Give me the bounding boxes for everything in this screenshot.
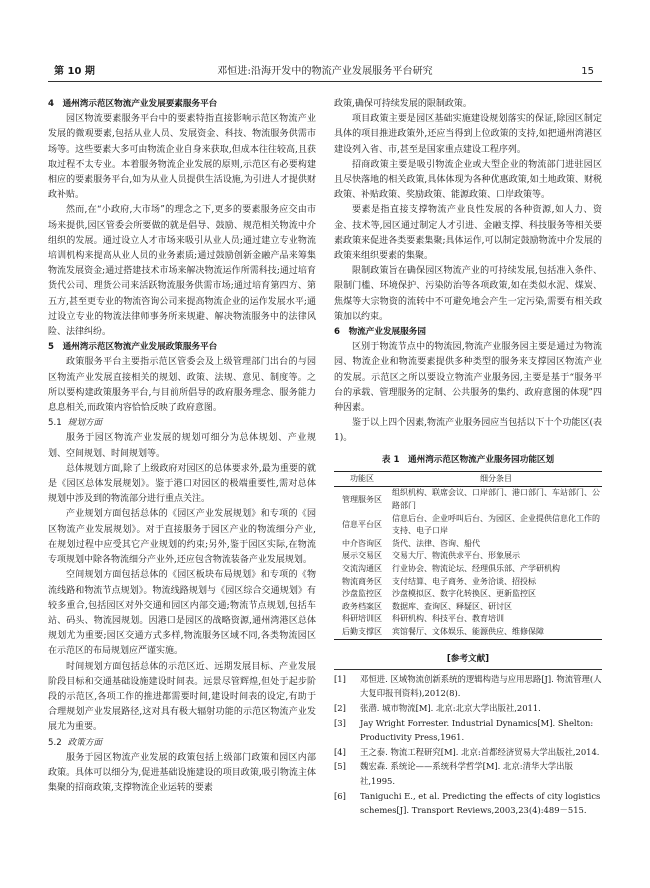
table-row <box>334 626 602 639</box>
table-cell-zone: 政务档案区 <box>342 601 382 611</box>
reference-number: [2] <box>334 702 346 713</box>
table-cell-zone: 信息平台区 <box>342 519 382 529</box>
reference-item <box>334 672 602 701</box>
reference-text: Taniguchi E., et al. Predicting the effects of city logistics schemes[J]. Transport Reviews,2003,23(4):489－515. <box>360 790 601 816</box>
reference-item <box>334 759 602 788</box>
paragraph: 服务于园区物流产业发展的政策包括上级部门政策和园区内部政策。具体可以细分为,促进基础设施建设的项目政策,吸引物流主体集聚的招商政策,支撑物流企业运转的要素 <box>48 752 316 794</box>
reference-number: [1] <box>334 673 346 684</box>
paragraph: 要素是指直接支撑物流产业良性发展的各种资源,如人力、资金、技术等,园区通过制定人才引进、金融支撑、科技服务等相关要素政策来促进各类要素集聚;具体运作,可以制定鼓励物流中介发展的政策来组织要素的集聚。 <box>334 205 602 262</box>
reference-item <box>334 701 602 716</box>
paragraph: 服务于园区物流产业发展的规划可细分为总体规划、产业规划、空间规划、时间规划等。 <box>48 433 316 459</box>
references-title: [参考文献] <box>446 653 490 664</box>
reference-text: 魏宏森. 系统论——系统科学哲学[M]. 北京:清华大学出版社,1995. <box>360 761 573 786</box>
section-heading: 6 物流产业发展服务园 <box>334 327 426 338</box>
reference-text: Jay Wright Forrester. Industrial Dynamics[M]. Shelton: Productivity Press,1961. <box>360 717 594 743</box>
table-row <box>334 487 602 513</box>
page-number: 15 <box>581 66 594 77</box>
table-header-row <box>334 471 602 487</box>
function-zone-table <box>334 471 602 640</box>
reference-number: [6] <box>334 790 346 801</box>
right-column-body <box>334 97 602 447</box>
table-row <box>334 563 602 576</box>
table-cell-items: 组织机构、联席会议、口岸部门、港口部门、车站部门、公路部门 <box>392 488 600 511</box>
table-row <box>334 576 602 589</box>
subsection-number: 5.2 <box>48 737 62 748</box>
table-cell-zone: 科研培训区 <box>342 614 382 624</box>
table-cell-zone: 物流商务区 <box>342 576 382 586</box>
paragraph: 空间规划方面包括总体的《园区板块布局规划》和专项的《物流线路和物流节点规划》。物流线路规划与《园区综合交通规划》有较多重合,包括园区对外交通和园区内部交通;物流节点规划,包括车站、码头、物流园规划。因港口是园区的战略资源,通州湾港区总体规划尤为重要;园区交通方式多样,物流服务区域不同,各类物流园区在示范区的布局规划应严谨实施。 <box>48 570 316 657</box>
section-heading: 4 通州湾示范区物流产业发展要素服务平台 <box>48 99 218 109</box>
running-title: 邓恒进:沿海开发中的物流产业发展服务平台研究 <box>217 66 433 77</box>
table-cell-zone: 展示交易区 <box>342 551 382 561</box>
reference-item <box>334 745 602 760</box>
table-cell-zone: 后勤支撑区 <box>334 626 390 639</box>
paragraph: 然而,在“小政府,大市场”的理念之下,更多的要素服务应交由市场来提供,园区管委会所要做的就是倡导、鼓励、规范相关物流中介组织的发展。通过设立人才市场来吸引从业人员;通过建立专业物流培训机构来提高从业人员的业务素质;通过鼓励创新金融产品来筹集物流发展资金;通过搭建技术市场来解决物流运作所需科技;通过培育货代公司、理货公司来活跃物流服务供需市场;通过培育第四方、第五方,甚至更专业的物流咨询公司来提高物流企业的运作发展水平;通过设立专业的物流法律师事务所来规避、解决物流服务中的法律风险、法律纠纷。 <box>48 205 316 338</box>
paragraph: 园区物流要素服务平台中的要素特指直接影响示范区物流产业发展的微观要素,包括从业人员、发展资金、科技、物流服务供需市场等。这些要素大多可由物流企业自身来获取,但成本往往较高,且获取过程不太专业。本着服务物流企业发展的原则,示范区有必要构建相应的要素服务平台,如为从业人员提供生活设施,为引进人才提供财政补贴。 <box>48 114 316 201</box>
paragraph: 政策,确保可持续发展的限制政策。 <box>334 99 472 109</box>
reference-item <box>334 789 602 818</box>
reference-text: 邓恒进. 区域物流创新系统的逻辑构造与应用思路[J]. 物流管理(人大复印报刊资料),2012(8). <box>360 673 602 699</box>
table-header-zone: 功能区 <box>334 471 390 487</box>
table-row <box>334 538 602 551</box>
paragraph: 政策服务平台主要指示范区管委会及上级管理部门出台的与园区物流产业发展直接相关的规划、政策、法规、意见、制度等。之所以要构建政策服务平台,与目前所倡导的政府服务理念、服务能力息息相关,而政策内容恰恰反映了政府意图。 <box>48 357 316 414</box>
section-heading: 5 通州湾示范区物流产业发展政策服务平台 <box>48 342 218 353</box>
running-header <box>48 63 602 82</box>
paragraph: 产业规划方面包括总体的《园区产业发展规划》和专项的《园区物流产业发展规划》。对于直接服务于园区产业的物流细分产业,在规划过程中应受其它产业规划的约束;另外,鉴于园区实际,在物流专项规划中除各物流细分产业外,还应包含物流装备产业发展规划。 <box>48 509 316 566</box>
table-row <box>334 513 602 538</box>
references-divider <box>334 669 602 670</box>
paragraph: 时间规划方面包括总体的示范区近、远期发展目标、产业发展阶段目标和交通基础设施建设时间表。远景尽管辉煌,但处于起步阶段的示范区,各项工作的推进都需要时间,建设时间表的设定,有助于合理规划产业发展路径,这对具有极大辐射功能的示范区物流产业发展尤为重要。 <box>48 661 316 733</box>
subsection-number: 5.1 <box>48 418 62 429</box>
paragraph: 总体规划方面,除了上级政府对园区的总体要求外,最为重要的就是《园区总体发展规划》。鉴于港口对园区的极端重要性,需对总体规划中涉及到的物流部分进行重点关注。 <box>48 463 316 505</box>
reference-number: [4] <box>334 746 346 757</box>
issue-number: 第 10 期 <box>54 66 95 77</box>
subsection-title: 规划方面 <box>67 418 103 429</box>
table-cell-items: 数据库、查询区、释疑区、研讨区 <box>392 601 512 611</box>
table-body <box>334 487 602 639</box>
table-row <box>334 613 602 626</box>
table-cell-items: 货代、法律、咨询、船代 <box>392 538 480 548</box>
reference-text: 张潜. 城市物流[M]. 北京:北京大学出版社,2011. <box>360 702 541 713</box>
subsection-heading <box>48 416 316 431</box>
paragraph: 鉴于以上四个因素,物流产业服务园应当包括以下十个功能区(表1)。 <box>334 418 602 444</box>
right-column <box>334 97 602 818</box>
table-header-items: 细分条目 <box>390 471 602 487</box>
table-row <box>334 601 602 614</box>
reference-number: [3] <box>334 717 346 728</box>
table-cell-zone: 管理服务区 <box>342 494 382 504</box>
table-cell-zone: 交流沟通区 <box>342 564 382 574</box>
table-cell-items: 信息后台、企业呼叫后台、为园区、企业提供信息化工作的支持、电子口岸 <box>392 513 600 536</box>
table-row <box>334 550 602 563</box>
paragraph: 项目政策主要是园区基础实施建设规划落实的保证,除园区制定具体的项目推进政策外,还应当得到上位政策的支持,如把通州湾港区建设列入省、市,甚至是国家重点建设工程序列。 <box>334 114 602 155</box>
table-row <box>334 588 602 601</box>
left-column <box>48 97 316 796</box>
reference-text: 王之泰. 物流工程研究[M]. 北京:首都经济贸易大学出版社,2014. <box>360 746 600 757</box>
paragraph: 限制政策旨在确保园区物流产业的可持续发展,包括准入条件、限制门槛、环境保护、污染防治等各项政策,如在类似水泥、煤炭、焦煤等大宗物资的流转中不可避免地会产生一定污染,需要有相关政策加以约束。 <box>334 266 602 322</box>
paragraph: 区别于物流节点中的物流园,物流产业服务园主要是通过为物流园、物流企业和物流要素提供多种类型的服务来支撑园区物流产业的发展。示范区之所以要设立物流产业服务园,主要是基于“服务平台的承载、管理服务的定制、公共服务的集约、政府意图的体现”四种因素。 <box>334 342 602 414</box>
subsection-title: 政策方面 <box>67 737 103 748</box>
table-cell-items: 沙盘模拟区、数字化转换区、更新监控区 <box>392 589 536 599</box>
paragraph: 招商政策主要是吸引物流企业或大型企业的物流部门进驻园区且尽快落地的相关政策,具体体现为各种优惠政策,如土地政策、财税政策、补贴政策、奖励政策、能源政策、口岸政策等。 <box>334 159 602 201</box>
table-cell-zone: 中介咨询区 <box>342 538 382 548</box>
subsection-heading <box>48 736 316 751</box>
reference-item <box>334 716 602 745</box>
table-cell-zone: 沙盘监控区 <box>342 589 382 599</box>
table-cell-items: 支付结算、电子商务、业务洽谈、招投标 <box>392 576 536 586</box>
table-cell-items: 交易大厅、物流供求平台、形象展示 <box>392 551 520 561</box>
table-cell-items: 宾馆餐厅、文体娱乐、能源供应、维修保障 <box>390 626 602 639</box>
table-title: 表 1 通州湾示范区物流产业服务园功能区划 <box>381 454 555 465</box>
reference-number: [5] <box>334 761 346 772</box>
references-list <box>334 672 602 818</box>
table-cell-items: 行业协会、物流论坛、经理俱乐部、产学研机构 <box>392 564 560 574</box>
table-cell-items: 科研机构、科技平台、教育培训 <box>392 614 504 624</box>
